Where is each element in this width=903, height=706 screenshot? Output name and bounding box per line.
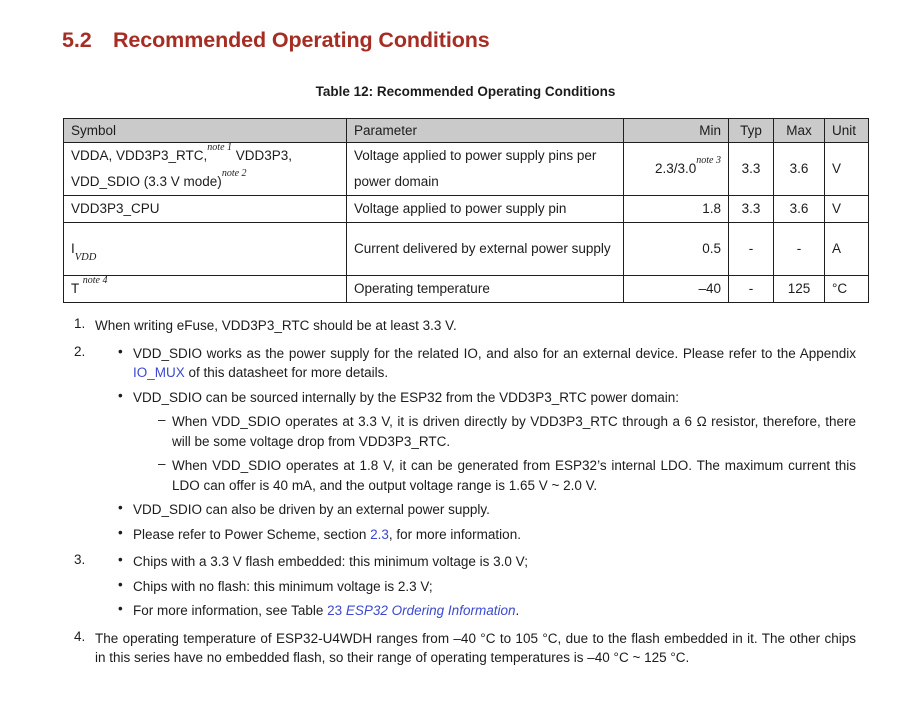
min-value: 2.3/3.0 <box>654 161 697 176</box>
note-3-bullet-3 <box>95 601 856 621</box>
table-23-link[interactable]: 23 <box>327 603 346 618</box>
symbol-text: VDDA, VDD3P3_RTC, <box>71 148 208 163</box>
dash-marker: – <box>158 456 166 471</box>
unit-cell: V <box>825 196 869 223</box>
io-mux-link[interactable]: IO_MUX <box>133 365 185 380</box>
note-text-segment: of this datasheet for more details. <box>184 365 389 380</box>
table-row-vdd3p3-cpu <box>64 196 869 223</box>
bullet-marker: • <box>118 552 123 567</box>
typ-cell: 3.3 <box>729 196 774 223</box>
note-3-bullet-1 <box>95 552 856 572</box>
note-text: Chips with a 3.3 V flash embedded: this minimum voltage is 3.0 V; <box>133 554 528 569</box>
column-header-parameter: Parameter <box>347 119 624 143</box>
note-number: 4. <box>74 628 86 644</box>
table-notes <box>74 316 856 668</box>
note-2-bullet-1 <box>95 344 856 383</box>
note-number: 2. <box>74 343 86 359</box>
note-text: When VDD_SDIO operates at 1.8 V, it can be generated from ESP32’s internal LDO. The maximum current this LDO can offer is 40 mA, and the output voltage range is 1.65 V ~ 2.0 V. <box>172 458 856 493</box>
note-number: 1. <box>74 316 86 331</box>
note-3-bullet-2 <box>95 577 856 597</box>
column-header-symbol: Symbol <box>64 119 347 143</box>
note-text-segment: Please refer to Power Scheme, section <box>133 526 371 542</box>
note-ref-2: note 2 <box>221 167 247 179</box>
symbol-text: T <box>71 281 80 296</box>
section-heading <box>62 28 903 53</box>
unit-cell: V <box>825 143 869 196</box>
symbol-subscript: VDD <box>74 251 97 263</box>
max-cell: 3.6 <box>774 196 825 223</box>
min-cell: –40 <box>624 276 729 303</box>
column-header-max: Max <box>774 119 825 143</box>
symbol-text: VDD_SDIO (3.3 V mode) <box>71 174 222 189</box>
table-row-ivdd <box>64 223 869 276</box>
column-header-unit: Unit <box>825 119 869 143</box>
bullet-marker: • <box>118 601 123 616</box>
symbol-text: I <box>71 241 75 256</box>
note-text <box>133 601 856 621</box>
max-cell: - <box>774 223 825 276</box>
symbol-text: VDD3P3, <box>232 148 293 163</box>
note-text <box>133 344 856 383</box>
symbol-cell <box>64 143 347 196</box>
column-header-typ: Typ <box>729 119 774 143</box>
bullet-marker: • <box>118 387 123 403</box>
note-text-segment: , for more information. <box>388 526 521 542</box>
column-header-min: Min <box>624 119 729 143</box>
note-3 <box>74 552 856 621</box>
table-header-row <box>64 119 869 143</box>
note-text <box>133 525 856 545</box>
parameter-cell: Current delivered by external power supply <box>347 223 624 276</box>
bullet-marker: • <box>118 524 123 540</box>
note-text: VDD_SDIO can also be driven by an external power supply. <box>133 502 490 517</box>
symbol-cell <box>64 223 347 276</box>
section-2-3-link[interactable]: 2.3 <box>370 526 389 542</box>
parameter-cell: Operating temperature <box>347 276 624 303</box>
note-text-segment: For more information, see Table <box>133 603 328 618</box>
table-row-temperature <box>64 276 869 303</box>
min-cell <box>624 143 729 196</box>
ordering-information-link[interactable]: ESP32 Ordering Information <box>345 603 516 618</box>
note-2-subitem-1 <box>95 412 856 451</box>
note-text: VDD_SDIO can be sourced internally by the ESP32 from the VDD3P3_RTC power domain: <box>133 389 680 405</box>
dash-marker: – <box>158 412 166 427</box>
note-2 <box>74 344 856 545</box>
section-title: Recommended Operating Conditions <box>113 28 490 52</box>
datasheet-page <box>0 28 903 668</box>
parameter-cell: Voltage applied to power supply pins per power domain <box>347 143 624 196</box>
section-number: 5.2 <box>62 28 92 52</box>
note-text-segment: VDD_SDIO works as the power supply for the related IO, and also for an external device. Please refer to the Appendix <box>133 345 856 361</box>
note-text: When writing eFuse, VDD3P3_RTC should be at least 3.3 V. <box>95 318 457 333</box>
unit-cell: °C <box>825 276 869 303</box>
table-caption: Table 12: Recommended Operating Conditions <box>315 84 616 99</box>
min-cell: 1.8 <box>624 196 729 223</box>
note-2-subitem-2 <box>95 456 856 495</box>
operating-conditions-table <box>63 118 869 303</box>
bullet-marker: • <box>118 576 123 592</box>
note-ref-3: note 3 <box>696 154 721 166</box>
max-cell: 3.6 <box>774 143 825 196</box>
bullet-marker: • <box>118 343 123 359</box>
note-2-bullet-2 <box>95 388 856 408</box>
note-2-bullet-4 <box>95 525 856 545</box>
note-text: The operating temperature of ESP32-U4WDH ranges from –40 °C to 105 °C, due to the flash embedded in it. The other chips in this series have no embedded flash, so their range of operating temperatures is –40 °C ~ 125 °C. <box>95 630 856 665</box>
note-2-bullet-3 <box>95 500 856 520</box>
note-1 <box>74 316 856 336</box>
symbol-cell <box>64 276 347 303</box>
note-text-segment: . <box>515 603 520 618</box>
note-number: 3. <box>74 552 86 567</box>
typ-cell: - <box>729 276 774 303</box>
table-row-vdda <box>64 143 869 196</box>
note-4 <box>74 629 856 668</box>
min-cell: 0.5 <box>624 223 729 276</box>
typ-cell: 3.3 <box>729 143 774 196</box>
parameter-cell: Voltage applied to power supply pin <box>347 196 624 223</box>
note-ref-4: note 4 <box>82 274 108 286</box>
note-text: When VDD_SDIO operates at 3.3 V, it is driven directly by VDD3P3_RTC through a 6 Ω resistor, therefore, there will be some voltage drop from VDD3P3_RTC. <box>172 414 856 449</box>
symbol-cell: VDD3P3_CPU <box>64 196 347 223</box>
unit-cell: A <box>825 223 869 276</box>
bullet-marker: • <box>118 500 123 515</box>
max-cell: 125 <box>774 276 825 303</box>
typ-cell: - <box>729 223 774 276</box>
note-text: Chips with no flash: this minimum voltage is 2.3 V; <box>133 578 433 594</box>
note-ref-1: note 1 <box>207 141 233 153</box>
